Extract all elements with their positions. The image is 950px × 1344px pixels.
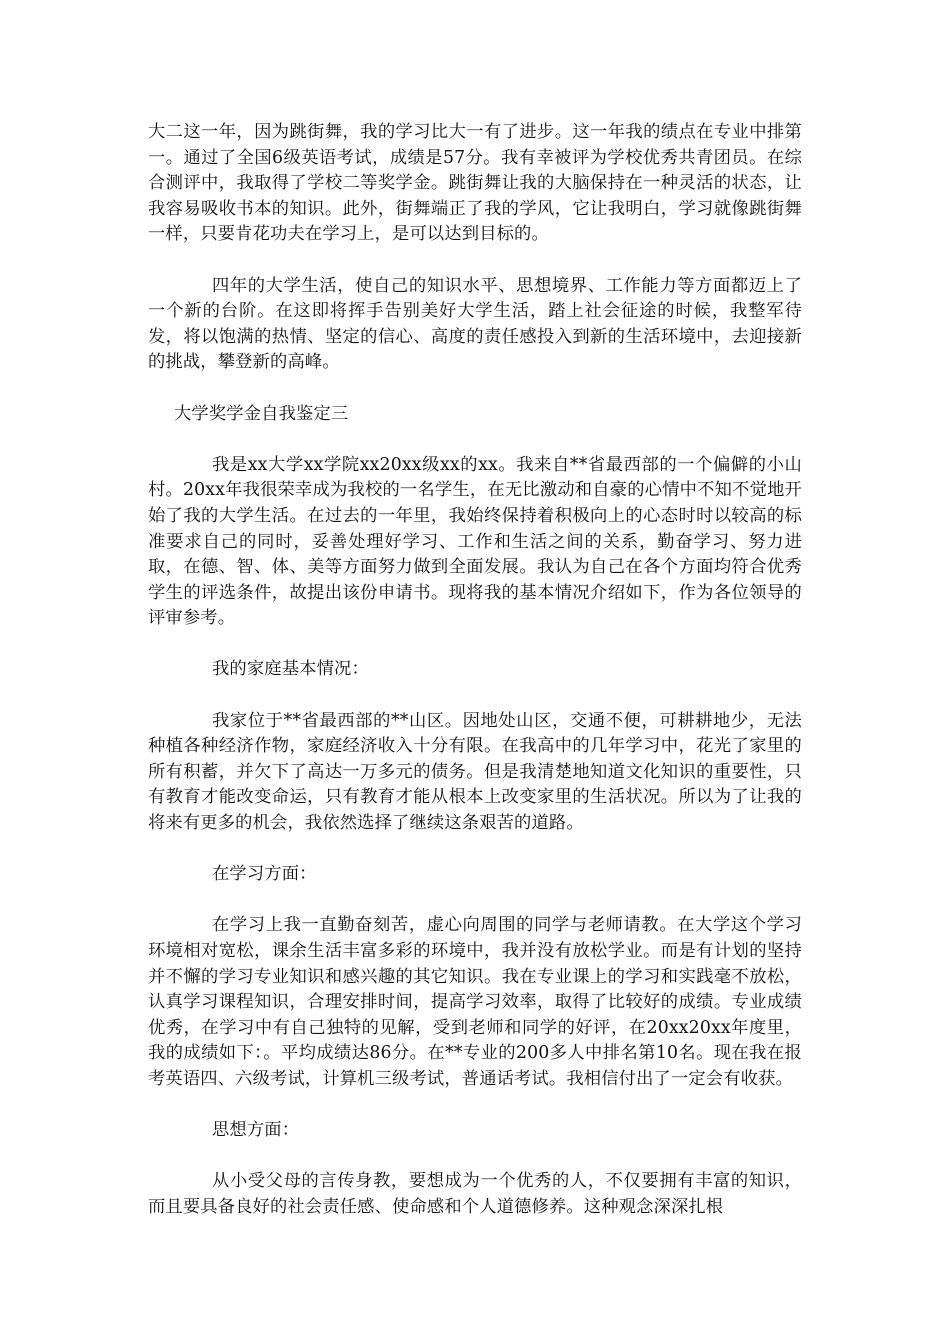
paragraph-sophomore-year: 大二这一年，因为跳街舞，我的学习比大一有了进步。这一年我的绩点在专业中排第一。通过了全国6级英语考试，成绩是57分。我有幸被评为学校优秀共青团员。在综合测评中，我取得了学校二等奖学金。跳街舞让我的大脑保持在一种灵活的状态，让我容易吸收书本的知识。此外，街舞端正了我的学风，它让我明白，学习就像跳街舞一样，只要肯花功夫在学习上，是可以达到目标的。 (148, 122, 802, 245)
section-title-self-assessment-three: 大学奖学金自我鉴定三 (174, 403, 349, 424)
subheading-ideology: 思想方面： (212, 1120, 300, 1141)
paragraph-family-situation: 我家位于**省最西部的**山区。因地处山区，交通不便，可耕耕地少，无法种植各种经济作物，家庭经济收入十分有限。在我高中的几年学习中，花光了家里的所有积蓄，并欠下了高达一万多元的债务。但是我清楚地知道文化知识的重要性，只有教育才能改变命运，只有教育才能从根本上改变家里的生活状况。所以为了让我的将来有更多的机会，我依然选择了继续这条艰苦的道路。 (148, 710, 802, 834)
document-page (148, 120, 802, 1221)
paragraph-four-years: 四年的大学生活，使自己的知识水平、思想境界、工作能力等方面都迈上了一个新的台阶。在这即将挥手告别美好大学生活，踏上社会征途的时候，我整军待发，将以饱满的热情、坚定的信心、高度的责任感投入到新的生活环境中，去迎接新的挑战，攀登新的高峰。 (148, 275, 802, 373)
paragraph-introduction: 我是xx大学xx学院xx20xx级xx的xx。我来自**省最西部的一个偏僻的小山村。20xx年我很荣幸成为我校的一名学生，在无比激动和自豪的心情中不知不觉地开始了我的大学生活。在过去的一年里，我始终保持着积极向上的心态时时以较高的标准要求自己的同时，妥善处理好学习、工作和生活之间的关系，勤奋学习、努力进取，在德、智、体、美等方面努力做到全面发展。我认为自己在各个方面均符合优秀学生的评选条件，故提出该份申请书。现将我的基本情况介绍如下，作为各位领导的评审参考。 (148, 454, 802, 629)
paragraph-study: 在学习上我一直勤奋刻苦，虚心向周围的同学与老师请教。在大学这个学习环境相对宽松，课余生活丰富多彩的环境中，我并没有放松学业。而是有计划的坚持并不懈的学习专业知识和感兴趣的其它知识。我在专业课上的学习和实践毫不放松，认真学习课程知识，合理安排时间，提高学习效率，取得了比较好的成绩。专业成绩优秀，在学习中有自己独特的见解，受到老师和同学的好评，在20xx20xx年度里，我的成绩如下：。平均成绩达86分。在**专业的200多人中排名第10名。现在我在报考英语四、六级考试，计算机三级考试，普通话考试。我相信付出了一定会有收获。 (148, 915, 802, 1089)
subheading-family-situation: 我的家庭基本情况： (212, 659, 369, 680)
subheading-study: 在学习方面： (212, 864, 317, 885)
paragraph-ideology: 从小受父母的言传身教，要想成为一个优秀的人，不仅要拥有丰富的知识，而且要具备良好的社会责任感、使命感和个人道德修养。这种观念深深扎根 (148, 1171, 802, 1217)
